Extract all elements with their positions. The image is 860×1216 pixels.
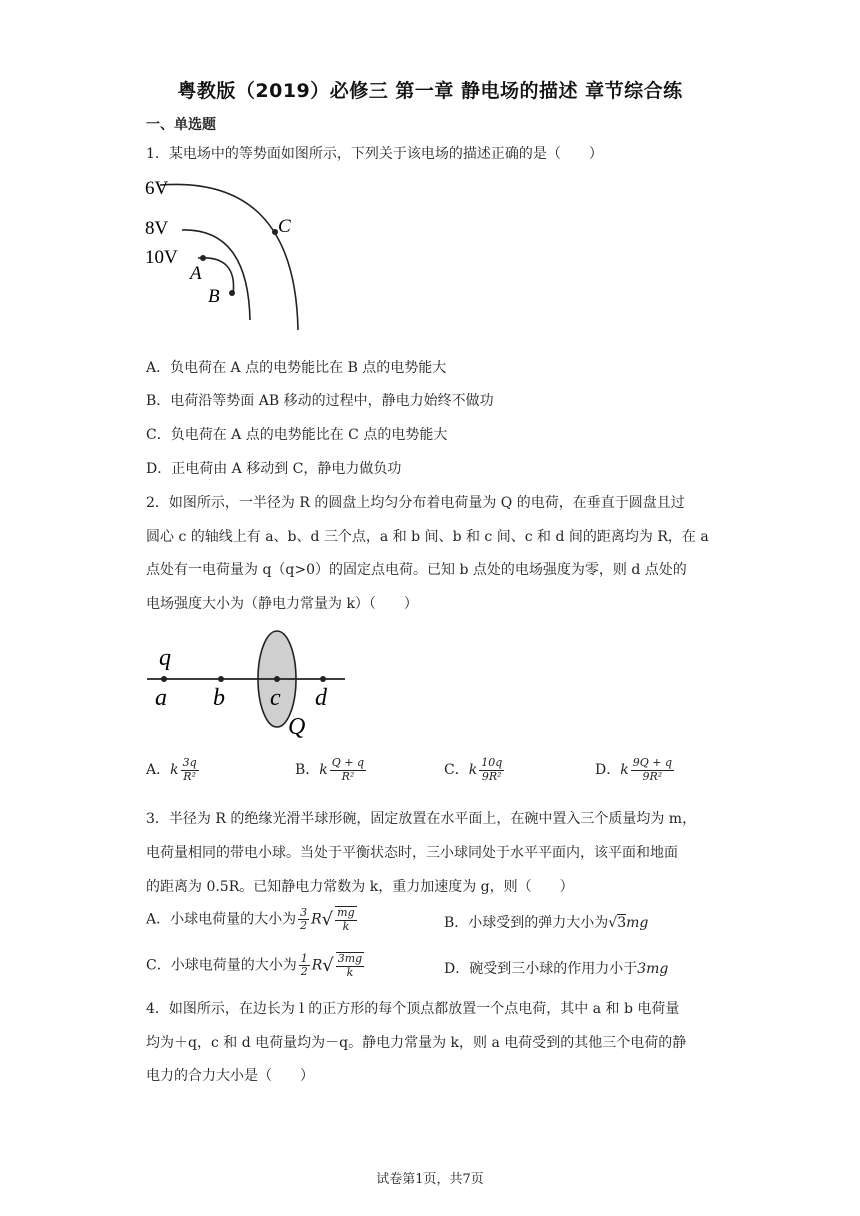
q3-line-1: 3．半径为 R 的绝缘光滑半球形碗，固定放置在水平面上，在碗中置入三个质量均为 m， xyxy=(146,811,697,827)
q2-line-3: 点处有一电荷量为 q（q>0）的固定点电荷。已知 b 点处的电场强度为零，则 d 点处的 xyxy=(146,562,687,578)
q2-option-a: A．k $\frac{3q}{\text{R²}}$ xyxy=(146,756,197,783)
label-a: A xyxy=(190,263,202,284)
q3-line-3: 的距离为 0.5R。已知静电力常数为 k，重力加速度为 g，则（ ） xyxy=(146,879,574,895)
equipotential-6v-arc xyxy=(160,184,298,330)
q2-option-b: B．k $\frac{Q + q}{\text{R²}}$ xyxy=(295,756,365,783)
q2-option-d: D．k $\frac{9Q + q}{\text{9R²}}$ xyxy=(595,756,672,783)
label-b: b xyxy=(213,685,225,711)
q2-disk-figure xyxy=(145,628,355,743)
page-title: 粤教版（2019）必修三 第一章 静电场的描述 章节综合练 xyxy=(177,80,683,102)
label-d: d xyxy=(315,685,327,711)
point-d xyxy=(320,676,326,682)
label-10v: 10V xyxy=(145,247,178,268)
point-b xyxy=(229,290,235,296)
point-b xyxy=(218,676,224,682)
q2-line-4: 电场强度大小为（静电力常量为 k）（ ） xyxy=(146,596,418,612)
q1-option-a: A．负电荷在 A 点的电势能比在 B 点的电势能大 xyxy=(146,360,447,376)
q1-stem: 1．某电场中的等势面如图所示，下列关于该电场的描述正确的是（ ） xyxy=(146,146,603,162)
q1-option-d: D．正电荷由 A 移动到 C，静电力做负功 xyxy=(146,461,402,477)
label-8v: 8V xyxy=(145,218,169,239)
q4-line-2: 均为＋q，c 和 d 电荷量均为－q。静电力常量为 k，则 a 电荷受到的其他三个电荷的静 xyxy=(146,1035,687,1051)
label-6v: 6V xyxy=(145,178,169,199)
q3-option-d: D．碗受到三小球的作用力小于3mg xyxy=(444,961,669,977)
q3-line-2: 电荷量相同的带电小球。当处于平衡状态时，三小球同处于水平平面内，该平面和地面 xyxy=(146,845,678,861)
q1-equipotential-figure xyxy=(140,170,310,340)
q3-option-c: C．小球电荷量的大小为 $\frac{1}{2}$ R√ $\frac{3mg}{k}$ xyxy=(146,951,363,979)
page-footer: 试卷第1页，共7页 xyxy=(376,1172,484,1187)
point-c xyxy=(274,676,280,682)
label-q: q xyxy=(159,645,171,671)
q4-line-1: 4．如图所示，在边长为 l 的正方形的每个顶点都放置一个点电荷，其中 a 和 b 电荷量 xyxy=(146,1001,680,1017)
label-c: c xyxy=(270,685,281,711)
q2-line-1: 2．如图所示，一半径为 R 的圆盘上均匀分布着电荷量为 Q 的电荷，在垂直于圆盘且过 xyxy=(146,495,685,511)
q1-option-c: C．负电荷在 A 点的电势能比在 C 点的电势能大 xyxy=(146,427,448,443)
label-c: C xyxy=(278,216,291,237)
point-a xyxy=(161,676,167,682)
q1-option-b: B．电荷沿等势面 AB 移动的过程中，静电力始终不做功 xyxy=(146,393,494,409)
label-b: B xyxy=(208,286,220,307)
point-a xyxy=(200,255,206,261)
label-a: a xyxy=(155,685,167,711)
q2-option-c: C．k $\frac{10q}{\text{9R²}}$ xyxy=(444,756,503,783)
label-Q: Q xyxy=(288,714,306,740)
q3-option-b: B．小球受到的弹力大小为√3mg xyxy=(444,915,649,931)
q3-option-a: A．小球电荷量的大小为 $\frac{3}{2}$ R√ $\frac{mg}{k}$ xyxy=(146,905,355,933)
q2-line-2: 圆心 c 的轴线上有 a、b、d 三个点，a 和 b 间、b 和 c 间、c 和 d 间的距离均为 R，在 a xyxy=(146,529,709,545)
section-heading: 一、单选题 xyxy=(146,117,216,133)
q4-line-3: 电力的合力大小是（ ） xyxy=(146,1068,314,1084)
